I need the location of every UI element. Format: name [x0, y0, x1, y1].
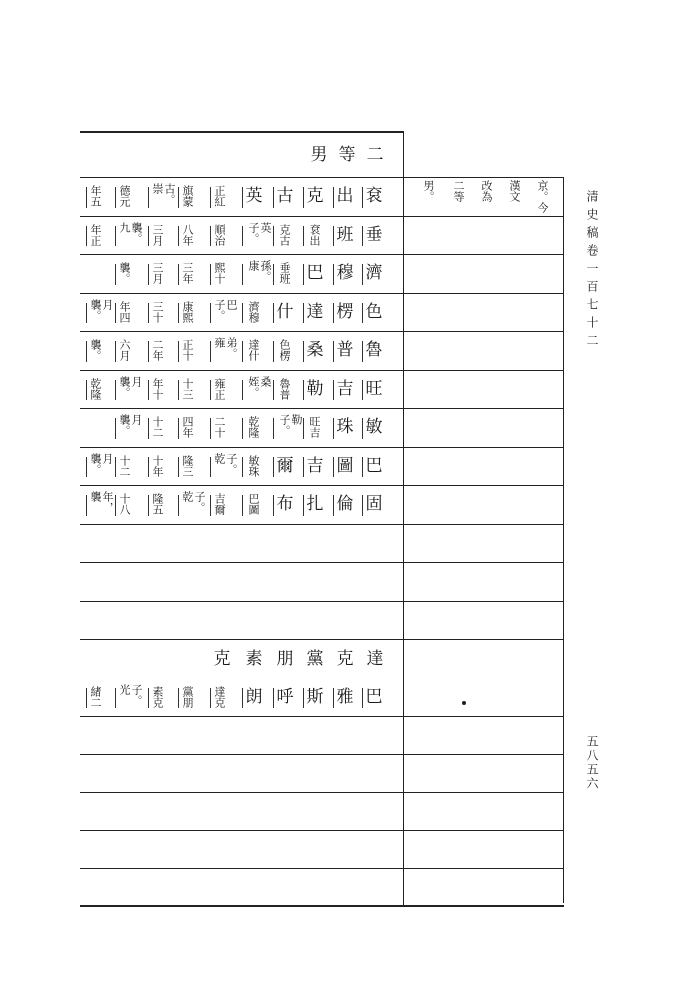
cell-tick: [210, 264, 211, 285]
cell-tick: [362, 418, 363, 439]
row-divider: [80, 408, 564, 409]
column-divider: [403, 131, 404, 905]
cell-tick: [115, 380, 116, 401]
heading-char: 等: [338, 145, 356, 165]
heading-char: 朋: [276, 649, 294, 669]
note-text: 六月: [118, 339, 131, 362]
name-char: 倫: [336, 494, 354, 515]
cell-tick: [273, 380, 274, 401]
name-char: 呼: [276, 687, 294, 707]
cell-tick: [242, 341, 243, 362]
cell-tick: [86, 187, 87, 208]
page-number: 五八五六: [585, 735, 599, 791]
cell-tick: [86, 341, 87, 362]
note-text: 襲。: [89, 339, 102, 362]
note-text: 年四: [118, 300, 131, 323]
name-char: 斯: [306, 687, 324, 707]
cell-tick: [303, 418, 304, 439]
name-char: 普: [336, 340, 354, 361]
cell-tick: [86, 457, 87, 478]
note-text: 康熙: [181, 300, 194, 323]
name-char: 濟: [365, 263, 383, 284]
row-divider: [80, 254, 564, 255]
row-divider: [80, 331, 564, 332]
row-divider: [80, 906, 564, 907]
cell-tick: [242, 688, 243, 708]
note-text: 八年: [181, 223, 194, 246]
name-annotation: 勒子。: [278, 414, 303, 437]
note-text: 素克: [151, 686, 164, 708]
cell-tick: [242, 303, 243, 324]
cell-tick: [148, 341, 149, 362]
note-line: 二等: [452, 180, 465, 202]
name-annotation: 乾隆: [247, 416, 260, 439]
cell-tick: [362, 303, 363, 324]
cell-tick: [148, 688, 149, 708]
cell-tick: [273, 418, 274, 439]
cell-tick: [148, 264, 149, 285]
note-text: 年十: [151, 377, 164, 400]
cell-tick: [210, 495, 211, 516]
cell-tick: [210, 226, 211, 247]
note-text: 巴子。: [213, 298, 238, 321]
name-char: 敏: [365, 417, 383, 438]
note-text: 十三: [181, 377, 194, 400]
name-char: 出: [336, 186, 354, 207]
name-char: 巴: [306, 263, 324, 284]
name-annotation: 旺吉: [308, 416, 321, 439]
note-text: 雍正: [213, 377, 226, 400]
cell-tick: [303, 341, 304, 362]
cell-tick: [115, 187, 116, 208]
note-text: 德元: [118, 185, 131, 208]
name-char: 固: [365, 494, 383, 515]
note-text: 年五: [89, 185, 102, 208]
note-text: 月襲。: [118, 375, 143, 398]
outer-right-border: [563, 178, 564, 903]
name-char: 色: [365, 301, 383, 322]
cell-tick: [115, 341, 116, 362]
note-text: 三年: [181, 262, 194, 285]
cell-tick: [273, 187, 274, 208]
side-title: 清史稿卷一百七十二: [585, 190, 599, 352]
row-divider: [80, 293, 564, 294]
name-char: 桑: [306, 340, 324, 361]
note-text: 年，襲: [89, 491, 114, 514]
cell-tick: [178, 226, 179, 247]
note-text: 三月: [151, 262, 164, 285]
cell-tick: [210, 688, 211, 708]
name-char: 朗: [245, 687, 263, 707]
cell-tick: [148, 380, 149, 401]
cell-tick: [178, 187, 179, 208]
cell-tick: [115, 457, 116, 478]
cell-tick: [242, 226, 243, 247]
note-text: 襲。: [118, 262, 131, 285]
note-text: 旗蒙: [181, 185, 194, 208]
name-annotation: 孫。康: [247, 260, 272, 283]
row-divider: [80, 830, 564, 831]
name-annotation: 袞出: [308, 223, 321, 246]
name-char: 珠: [336, 417, 354, 438]
cell-tick: [362, 341, 363, 362]
cell-tick: [86, 303, 87, 324]
note-text: 隆三: [181, 454, 194, 477]
note-text: 三月: [151, 223, 164, 246]
name-char: 班: [336, 224, 354, 245]
name-char: 勒: [306, 378, 324, 399]
cell-tick: [333, 226, 334, 247]
row-divider: [80, 370, 564, 371]
cell-tick: [178, 495, 179, 516]
heading-char: 黨: [306, 649, 324, 669]
note-line: 改為: [480, 180, 493, 202]
name-annotation: 達什: [247, 339, 260, 362]
cell-tick: [242, 187, 243, 208]
name-char: 吉: [336, 378, 354, 399]
note-text: 二年: [151, 339, 164, 362]
cell-tick: [242, 418, 243, 439]
name-char: 雅: [336, 687, 354, 707]
cell-tick: [242, 495, 243, 516]
row-divider: [80, 868, 564, 869]
heading-char: 二: [366, 145, 384, 165]
name-char: 袞: [365, 186, 383, 207]
cell-tick: [333, 187, 334, 208]
name-annotation: 色楞: [278, 339, 291, 362]
cell-tick: [273, 495, 274, 516]
section-heading: [80, 640, 403, 678]
note-text: 月襲。: [89, 452, 114, 475]
cell-tick: [115, 688, 116, 708]
cell-tick: [242, 380, 243, 401]
name-char: 達: [306, 301, 324, 322]
cell-tick: [210, 187, 211, 208]
cell-tick: [333, 457, 334, 478]
cell-tick: [148, 418, 149, 439]
note-text: 吉爾: [213, 493, 226, 516]
name-char: 旺: [365, 378, 383, 399]
cell-tick: [362, 187, 363, 208]
name-char: 圖: [336, 455, 354, 476]
cell-tick: [303, 688, 304, 708]
ink-dot: [462, 701, 466, 705]
name-annotation: 濟穆: [247, 300, 260, 323]
cell-tick: [210, 457, 211, 478]
cell-tick: [303, 303, 304, 324]
note-text: 順治: [213, 223, 226, 246]
heading-char: 達: [366, 649, 384, 669]
cell-tick: [148, 187, 149, 208]
cell-tick: [148, 226, 149, 247]
note-text: 熙十: [213, 262, 226, 285]
note-text: 十二: [118, 454, 131, 477]
cell-tick: [273, 264, 274, 285]
row-divider: [80, 216, 564, 217]
note-text: 四年: [181, 416, 194, 439]
cell-tick: [148, 303, 149, 324]
row-divider: [80, 792, 564, 793]
cell-tick: [333, 380, 334, 401]
cell-tick: [273, 226, 274, 247]
row-divider: [80, 754, 564, 755]
cell-tick: [148, 495, 149, 516]
row-divider: [80, 524, 564, 525]
cell-tick: [362, 688, 363, 708]
heading-char: 男: [310, 145, 328, 165]
cell-tick: [178, 303, 179, 324]
name-char: 爾: [276, 455, 294, 476]
name-annotation: 敏珠: [247, 454, 260, 477]
cell-tick: [178, 380, 179, 401]
cell-tick: [178, 264, 179, 285]
cell-tick: [210, 418, 211, 439]
note-text: 黨朋: [181, 686, 194, 708]
name-char: 扎: [306, 494, 324, 515]
row-divider: [80, 447, 564, 448]
cell-tick: [303, 457, 304, 478]
cell-tick: [333, 495, 334, 516]
row-divider: [80, 601, 564, 602]
cell-tick: [333, 688, 334, 708]
note-text: 隆五: [151, 493, 164, 516]
note-text: 襲。九: [118, 221, 143, 244]
cell-tick: [115, 226, 116, 247]
note-text: 子。光: [118, 684, 143, 706]
note-text: 月襲。: [89, 298, 114, 321]
cell-tick: [273, 457, 274, 478]
cell-tick: [273, 341, 274, 362]
cell-tick: [273, 688, 274, 708]
cell-tick: [303, 226, 304, 247]
note-text: 正紅: [213, 185, 226, 208]
cell-tick: [362, 495, 363, 516]
name-annotation: 克古: [278, 223, 291, 246]
note-text: 十年: [151, 454, 164, 477]
note-text: 達克: [213, 686, 226, 708]
cell-tick: [86, 688, 87, 708]
cell-tick: [115, 495, 116, 516]
note-text: 二十: [213, 416, 226, 439]
note-text: 十八: [118, 493, 131, 516]
cell-tick: [362, 264, 363, 285]
name-char: 巴: [365, 455, 383, 476]
section-heading: [80, 133, 403, 177]
note-text: 緒二: [89, 686, 102, 708]
name-char: 古: [276, 186, 294, 207]
cell-tick: [242, 264, 243, 285]
cell-tick: [210, 303, 211, 324]
note-text: 正十: [181, 339, 194, 362]
cell-tick: [148, 457, 149, 478]
cell-tick: [115, 418, 116, 439]
cell-tick: [178, 341, 179, 362]
note-text: 十二: [151, 416, 164, 439]
note-text: 子。乾: [213, 452, 238, 475]
cell-tick: [115, 303, 116, 324]
note-line: 漢文: [508, 180, 521, 202]
name-char: 吉: [306, 455, 324, 476]
heading-char: 克: [336, 649, 354, 669]
note-text: 古。崇: [151, 183, 176, 206]
name-annotation: 垂班: [278, 262, 291, 285]
note-line: 京。今: [536, 180, 549, 213]
name-annotation: 魯普: [278, 377, 291, 400]
note-text: 年正: [89, 223, 102, 246]
cell-tick: [303, 187, 304, 208]
note-text: 月襲。: [118, 414, 143, 437]
row-divider: [80, 562, 564, 563]
cell-tick: [86, 226, 87, 247]
note-line: 男。: [422, 180, 435, 202]
name-annotation: 巴圖: [247, 493, 260, 516]
name-char: 穆: [336, 263, 354, 284]
heading-underline: [80, 177, 564, 178]
cell-tick: [362, 457, 363, 478]
row-divider: [80, 716, 564, 717]
cell-tick: [333, 341, 334, 362]
name-char: 克: [306, 186, 324, 207]
heading-char: 克: [213, 649, 231, 669]
cell-tick: [273, 303, 274, 324]
cell-tick: [303, 380, 304, 401]
note-text: 弟。雍: [213, 337, 238, 360]
name-char: 楞: [336, 301, 354, 322]
cell-tick: [362, 380, 363, 401]
name-char: 什: [276, 301, 294, 322]
right-note: [418, 180, 558, 220]
cell-tick: [210, 380, 211, 401]
cell-tick: [303, 495, 304, 516]
heading-char: 素: [245, 649, 263, 669]
cell-tick: [178, 418, 179, 439]
cell-tick: [242, 457, 243, 478]
cell-tick: [178, 457, 179, 478]
row-divider: [80, 485, 564, 486]
cell-tick: [333, 264, 334, 285]
name-char: 英: [245, 186, 263, 207]
cell-tick: [86, 380, 87, 401]
name-char: 巴: [365, 687, 383, 707]
name-char: 布: [276, 494, 294, 515]
name-char: 垂: [365, 224, 383, 245]
cell-tick: [362, 226, 363, 247]
cell-tick: [86, 495, 87, 516]
note-text: 三十: [151, 300, 164, 323]
cell-tick: [333, 303, 334, 324]
cell-tick: [303, 264, 304, 285]
name-annotation: 英子。: [247, 221, 272, 244]
cell-tick: [115, 264, 116, 285]
cell-tick: [333, 418, 334, 439]
note-text: 乾隆: [89, 377, 102, 400]
note-text: 子。乾: [181, 491, 206, 514]
cell-tick: [210, 341, 211, 362]
cell-tick: [178, 688, 179, 708]
name-char: 魯: [365, 340, 383, 361]
name-annotation: 桑姪。: [247, 375, 272, 398]
